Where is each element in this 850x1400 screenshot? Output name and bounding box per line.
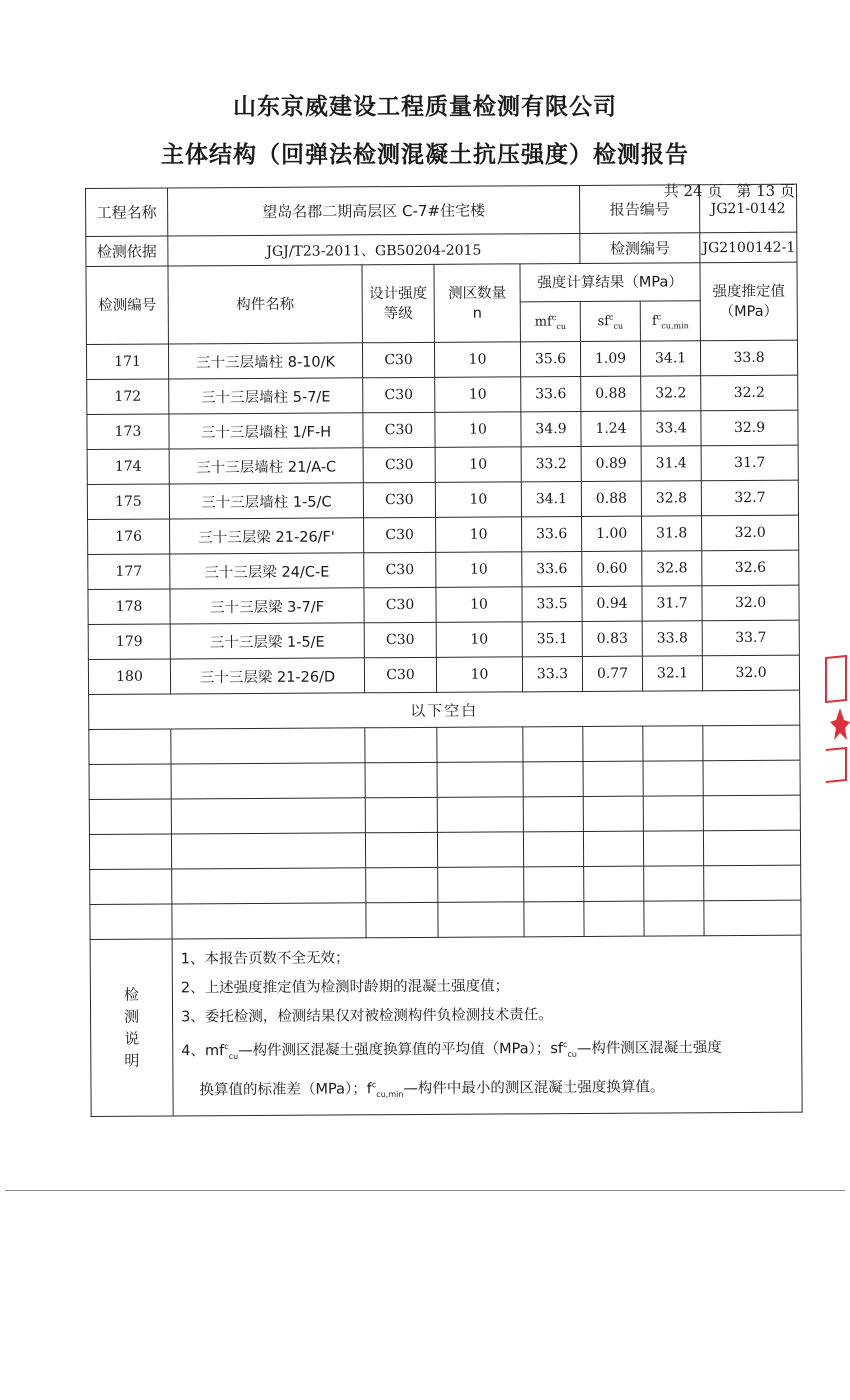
cell-grade: C30 — [364, 552, 436, 587]
empty-cell — [524, 866, 584, 901]
empty-row — [89, 795, 800, 834]
empty-cell — [366, 902, 438, 937]
cell-estimate: 31.7 — [701, 445, 798, 481]
empty-row — [89, 725, 800, 764]
cell-mean: 33.3 — [522, 656, 582, 691]
empty-cell — [584, 866, 644, 901]
cell-id: 171 — [86, 344, 168, 380]
table-row — [88, 515, 799, 554]
empty-cell — [437, 832, 523, 868]
empty-cell — [172, 868, 366, 904]
col-id-header: 检测编号 — [86, 266, 168, 344]
note-4: 4、$mf^c_{cu}—$构件测区混凝土强度换算值的平均值（MPa）；$sf^c_{cu}—$构件测区混凝土强度 换算值的标准差（MPa）；$f^c_{cu,min}—$构件中最小的测区混凝土强度换算值。 — [181, 1039, 722, 1099]
basis-value: JGJ/T23-2011、GB50204-2015 — [168, 233, 580, 266]
empty-cell — [523, 831, 583, 866]
cell-std: 0.88 — [581, 481, 641, 516]
cell-name: 三十三层墙柱 5-7/E — [169, 378, 363, 414]
report-title: 主体结构（回弹法检测混凝土抗压强度）检测报告 — [161, 142, 689, 168]
cell-id: 179 — [88, 624, 170, 660]
cell-mean: 33.6 — [522, 516, 582, 551]
page-total: 共 24 页 — [663, 182, 723, 200]
cell-name: 三十三层梁 1-5/E — [170, 623, 364, 659]
cell-count: 10 — [434, 342, 520, 378]
empty-cell — [171, 763, 365, 799]
empty-cell — [89, 729, 171, 765]
cell-name: 三十三层梁 24/C-E — [170, 553, 364, 589]
cell-estimate: 32.0 — [702, 655, 799, 691]
note-2: 2、上述强度推定值为检测时龄期的混凝土强度值； — [180, 978, 510, 997]
cell-std: 0.94 — [582, 586, 642, 621]
empty-cell — [365, 832, 437, 867]
note-1: 1、本报告页数不全无效； — [180, 950, 350, 968]
col-mean-header: $mf^c_{cu}$ — [520, 301, 580, 341]
notes-label-char: 检 — [123, 985, 139, 1004]
cell-min: 32.1 — [642, 656, 702, 691]
cell-grade: C30 — [363, 447, 435, 482]
empty-cell — [89, 799, 171, 835]
cell-name: 三十三层墙柱 1/F-H — [169, 413, 363, 449]
page-current: 第 13 页 — [736, 182, 795, 200]
cell-mean: 33.5 — [522, 586, 582, 621]
cell-count: 10 — [435, 447, 521, 483]
table-row — [87, 445, 798, 484]
cell-count: 10 — [436, 587, 522, 623]
empty-cell — [523, 761, 583, 796]
red-stamp-fragment — [818, 650, 850, 790]
notes-row — [90, 935, 802, 1117]
column-header-row — [86, 262, 797, 304]
cell-min: 32.8 — [641, 481, 701, 516]
col-name-header: 构件名称 — [168, 265, 362, 344]
cell-mean: 33.6 — [522, 551, 582, 586]
empty-cell — [523, 726, 583, 761]
cell-estimate: 32.2 — [701, 375, 798, 411]
cell-id: 180 — [88, 659, 170, 695]
cell-grade: C30 — [362, 342, 434, 377]
table-row — [88, 585, 799, 624]
col-min-header: $f^c_{cu,min}$ — [640, 301, 700, 341]
cell-min: 33.4 — [641, 411, 701, 446]
note-3: 3、委托检测，检测结果仅对被检测构件负检测技术责任。 — [181, 1007, 553, 1026]
empty-cell — [437, 762, 523, 798]
empty-cell — [172, 903, 366, 939]
cell-min: 34.1 — [640, 341, 700, 376]
col-result-group-header: 强度计算结果（MPa） — [520, 263, 700, 302]
cell-min: 32.8 — [642, 551, 702, 586]
test-no-value: JG2100142-1 — [700, 232, 797, 263]
cell-name: 三十三层梁 21-26/D — [170, 658, 364, 694]
cell-count: 10 — [436, 552, 522, 588]
report-table — [85, 184, 803, 1118]
empty-cell — [366, 867, 438, 902]
basis-label: 检测依据 — [86, 236, 168, 267]
notes-label-char: 明 — [124, 1051, 140, 1070]
cell-estimate: 33.8 — [700, 340, 797, 376]
cell-mean: 33.6 — [521, 376, 581, 411]
cell-id: 177 — [88, 554, 170, 590]
empty-cell — [643, 831, 703, 866]
table-row — [87, 410, 798, 449]
cell-std: 0.60 — [582, 551, 642, 586]
empty-row — [89, 830, 800, 869]
table-row — [88, 620, 799, 659]
empty-cell — [643, 796, 703, 831]
cell-min: 31.4 — [641, 446, 701, 481]
empty-cell — [437, 727, 523, 763]
empty-cell — [583, 831, 643, 866]
empty-cell — [437, 797, 523, 833]
empty-cell — [644, 866, 704, 901]
empty-cell — [171, 833, 365, 869]
basis-row — [86, 232, 797, 266]
cell-id: 175 — [87, 484, 169, 520]
cell-mean: 35.1 — [522, 621, 582, 656]
empty-cell — [583, 796, 643, 831]
blank-marker-row — [89, 690, 800, 729]
cell-std: 0.88 — [581, 376, 641, 411]
cell-estimate: 32.7 — [701, 480, 798, 516]
col-count-line2: n — [472, 305, 482, 322]
cell-count: 10 — [435, 377, 521, 413]
cell-std: 1.00 — [582, 516, 642, 551]
cell-std: 0.89 — [581, 446, 641, 481]
cell-estimate: 33.7 — [702, 620, 799, 656]
cell-min: 31.8 — [642, 516, 702, 551]
empty-cell — [703, 795, 800, 831]
empty-cell — [438, 902, 524, 938]
cell-estimate: 32.6 — [702, 550, 799, 586]
cell-min: 31.7 — [642, 586, 702, 621]
empty-cell — [704, 865, 801, 901]
empty-cell — [703, 760, 800, 796]
project-row — [86, 184, 797, 236]
empty-cell — [644, 901, 704, 936]
empty-cell — [90, 904, 172, 940]
cell-name: 三十三层梁 21-26/F' — [170, 518, 364, 554]
page-bottom-line — [5, 1190, 845, 1191]
cell-mean: 33.2 — [521, 446, 581, 481]
notes-label-char: 说 — [124, 1029, 140, 1048]
cell-id: 174 — [87, 449, 169, 485]
cell-std: 1.24 — [581, 411, 641, 446]
col-grade-header: 设计强度等级 — [362, 264, 434, 342]
cell-grade: C30 — [363, 412, 435, 447]
cell-grade: C30 — [364, 657, 436, 692]
empty-cell — [365, 797, 437, 832]
cell-grade: C30 — [364, 517, 436, 552]
col-count-header — [434, 264, 520, 343]
report-no-value: JG21-0142 — [700, 184, 797, 233]
notes-content — [172, 935, 802, 1116]
report-no-label: 报告编号 — [580, 185, 700, 234]
empty-cell — [523, 796, 583, 831]
table-row — [88, 655, 799, 694]
cell-grade: C30 — [364, 622, 436, 657]
empty-cell — [704, 900, 801, 936]
notes-label-char: 测 — [123, 1007, 140, 1026]
empty-row — [89, 760, 800, 799]
table-row — [87, 375, 798, 414]
cell-count: 10 — [436, 622, 522, 658]
empty-cell — [583, 761, 643, 796]
cell-mean: 34.9 — [521, 411, 581, 446]
table-row — [88, 550, 799, 589]
cell-count: 10 — [435, 482, 521, 518]
project-value: 望岛名郡二期高层区 C-7#住宅楼 — [168, 185, 580, 236]
cell-count: 10 — [435, 412, 521, 448]
table-row — [87, 480, 798, 519]
cell-mean: 35.6 — [520, 341, 580, 376]
blank-marker: 以下空白 — [89, 690, 800, 729]
empty-cell — [584, 901, 644, 936]
empty-cell — [365, 762, 437, 797]
cell-count: 10 — [436, 517, 522, 553]
empty-row — [90, 865, 801, 904]
empty-cell — [438, 867, 524, 903]
col-estimate-line2: （MPa） — [719, 303, 779, 320]
cell-name: 三十三层墙柱 8-10/K — [168, 343, 362, 379]
cell-name: 三十三层墙柱 1-5/C — [169, 483, 363, 519]
cell-min: 32.2 — [641, 376, 701, 411]
empty-cell — [89, 764, 171, 800]
cell-id: 176 — [88, 519, 170, 555]
cell-std: 0.77 — [582, 656, 642, 691]
table-row — [86, 340, 797, 379]
cell-grade: C30 — [363, 377, 435, 412]
empty-cell — [643, 761, 703, 796]
empty-cell — [703, 725, 800, 761]
col-count-line1: 测区数量 — [448, 284, 507, 302]
empty-cell — [524, 901, 584, 936]
test-no-label: 检测编号 — [580, 233, 700, 264]
empty-cell — [365, 727, 437, 762]
cell-estimate: 32.0 — [702, 515, 799, 551]
company-name: 山东京威建设工程质量检测有限公司 — [233, 94, 617, 120]
empty-cell — [643, 726, 703, 761]
cell-grade: C30 — [363, 482, 435, 517]
empty-cell — [171, 798, 365, 834]
project-label: 工程名称 — [86, 188, 168, 237]
col-estimate-header — [700, 262, 797, 341]
cell-name: 三十三层梁 3-7/F — [170, 588, 364, 624]
empty-cell — [583, 726, 643, 761]
empty-cell — [89, 834, 171, 870]
cell-estimate: 32.0 — [702, 585, 799, 621]
empty-row — [90, 900, 801, 939]
empty-cell — [90, 869, 172, 905]
notes-label — [90, 939, 173, 1117]
cell-mean: 34.1 — [521, 481, 581, 516]
col-std-header: $sf^c_{cu}$ — [580, 301, 640, 341]
empty-cell — [703, 830, 800, 866]
cell-id: 178 — [88, 589, 170, 625]
cell-count: 10 — [436, 657, 522, 693]
cell-id: 172 — [87, 379, 169, 415]
col-estimate-line1: 强度推定值 — [712, 283, 785, 300]
cell-std: 1.09 — [580, 341, 640, 376]
cell-name: 三十三层墙柱 21/A-C — [169, 448, 363, 484]
cell-std: 0.83 — [582, 621, 642, 656]
empty-cell — [171, 728, 365, 764]
cell-id: 173 — [87, 414, 169, 450]
cell-estimate: 32.9 — [701, 410, 798, 446]
cell-min: 33.8 — [642, 621, 702, 656]
cell-grade: C30 — [364, 587, 436, 622]
